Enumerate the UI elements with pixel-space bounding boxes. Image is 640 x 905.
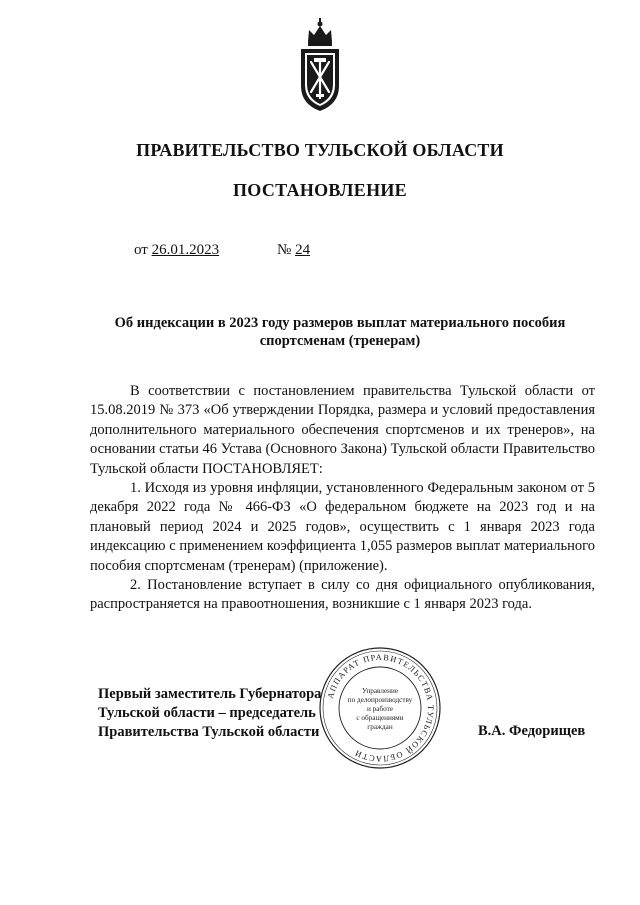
document-body — [90, 382, 595, 615]
position-line: Правительства Тульской области — [98, 724, 320, 740]
government-title: ПРАВИТЕЛЬСТВО ТУЛЬСКОЙ ОБЛАСТИ — [136, 140, 504, 160]
stamp-center-line: Управление — [361, 687, 399, 695]
position-line: Первый заместитель Губернатора — [98, 686, 322, 702]
tula-coat-of-arms-icon — [295, 18, 345, 114]
position-line: Тульской области – председатель — [98, 705, 316, 721]
number-value: 24 — [295, 242, 311, 258]
stamp-center-line: по делопроизводству — [347, 696, 413, 704]
stamp-ring-text: АППАРАТ ПРАВИТЕЛЬСТВА ТУЛЬСКОЙ ОБЛАСТИ — [325, 652, 436, 764]
number-prefix: № — [277, 242, 292, 258]
stamp-center-line: граждан — [367, 723, 393, 731]
subject-line: спортсменам (тренерам) — [259, 333, 421, 349]
stamp-center-line: с обращениями — [356, 714, 404, 722]
date-value: 26.01.2023 — [151, 242, 220, 258]
document-date — [134, 242, 219, 259]
date-prefix: от — [134, 242, 148, 258]
official-stamp — [318, 646, 442, 770]
document-number — [277, 242, 310, 259]
document-type: ПОСТАНОВЛЕНИЕ — [233, 180, 407, 200]
body-paragraph: 2. Постановление вступает в силу со дня официального опубликования, распространяется на правоотношения, возникшие с 1 января 2023 года. — [90, 577, 595, 613]
body-paragraph: В соответствии с постановлением правительства Тульской области от 15.08.2019 № 373 «Об утверждении Порядка, размера и условий предоставления дополнительного материального обеспечения спортсменов и их тренеров», на основании статьи 46 Устава (Основного Закона) Тульской области Правительство Тульской области ПОСТАНОВЛЯЕТ: — [90, 383, 595, 477]
signatory-name: В.А. Федорищев — [478, 723, 586, 739]
body-paragraph: 1. Исходя из уровня инфляции, установленного Федеральным законом от 5 декабря 2022 года № 466-ФЗ «О федеральном бюджете на 2023 год и на плановый период 2024 и 2025 годов», осуществить с 1 января 2023 года индексацию с применением коэффициента 1,055 размеров выплат материального пособия спортсменам (тренерам) (приложение). — [90, 480, 595, 574]
stamp-center-line: и работе — [367, 705, 393, 713]
document-subject — [90, 314, 590, 350]
signatory-position — [98, 685, 338, 742]
subject-line: Об индексации в 2023 году размеров выплат материального пособия — [114, 315, 566, 331]
